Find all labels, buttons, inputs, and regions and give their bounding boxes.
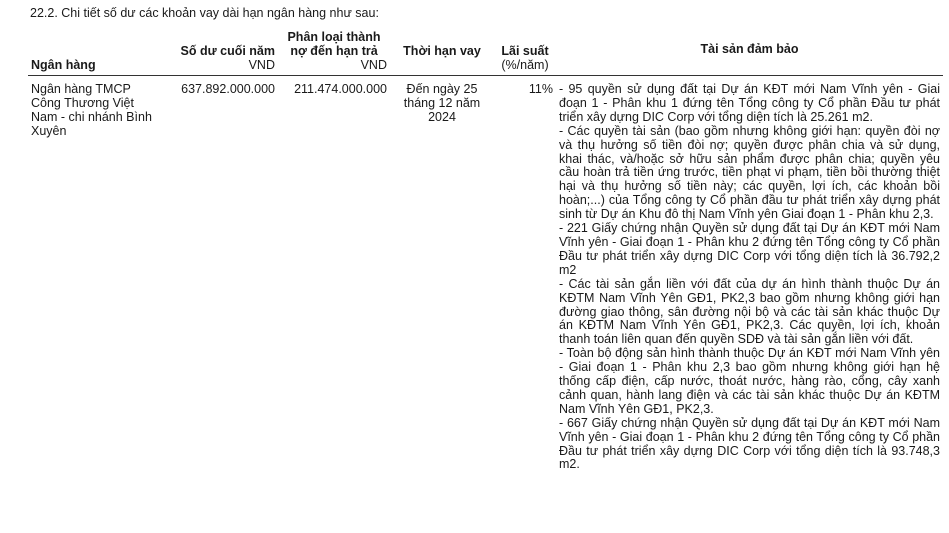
table-header-row (28, 30, 943, 76)
long-term-loan-table (28, 30, 943, 472)
collateral-item: - 221 Giấy chứng nhận Quyền sử dụng đất tại Dự án KĐT mới Nam Vĩnh yên - Giai đoạn 1 - Phân khu 2 đứng tên Tổng công ty Cổ phần Đầu tư phát triển xây dựng DIC Corp với tổng diện tích là 36.792,2 m2 (559, 221, 940, 277)
header-collateral: Tài sản đảm bảo (700, 42, 799, 56)
collateral-item: - Các quyền tài sản (bao gồm nhưng không giới hạn: quyền đòi nợ và thụ hưởng số tiền đòi nợ; quyền được phân chia và sử dụng, khai thác, và/hoặc sở hữu sản phẩm được phân chia; quyền yêu cầu hoàn trả tiền ứng trước, tiền phạt vi phạm, tiền bồi thường thiệt hại và thụ hưởng số tiền này; các quyền, lợi ích, các khoản bồi hoàn;...) của Tổng công ty Cổ phần đầu tư phát triển xây dựng phát sinh từ Dự án Khu đô thị Nam Vĩnh yên Giai đoạn 1 - Phân khu 2,3. (559, 123, 940, 222)
cell-balance: 637.892.000.000 (181, 82, 275, 96)
cell-collateral (556, 76, 943, 473)
cell-bank: Ngân hàng TMCP Công Thương Việt Nam - chi nhánh Bình Xuyên (31, 82, 152, 138)
collateral-item: - Các tài sản gắn liền với đất của dự án hình thành thuộc Dự án KĐTM Nam Vĩnh Yên GĐ1, PK2,3 bao gồm nhưng không giới hạn đường giao thông, sân đường nội bộ và các tài sản khác thuộc Dự án KĐTM Nam Vĩnh Yên GĐ1, PK2,3. Các quyền, lợi ích, khoản thanh toán liên quan đến quyền SDĐ và tài sản gắn liền với đất. (559, 276, 940, 347)
collateral-item: - 95 quyền sử dụng đất tại Dự án KĐT mới Nam Vĩnh yên - Giai đoạn 1 - Phân khu 1 đứng tên Tổng công ty Cổ phần Đầu tư phát triển xây dựng DIC Corp với tổng diện tích là 25.261 m2. (559, 82, 940, 124)
section-heading: 22.2. Chi tiết số dư các khoản vay dài hạn ngân hàng như sau: (30, 6, 379, 20)
header-bank: Ngân hàng (31, 58, 96, 72)
collateral-item: - Toàn bộ động sản hình thành thuộc Dự án KĐT mới Nam Vĩnh yên - Giai đoạn 1 - Phân khu 2,3 bao gồm nhưng không giới hạn hệ thống cấp điện, cấp nước, thoát nước, hàng rào, cổng, cây xanh cảnh quan, hành lang điện và các tài sản khác thuộc Dự án KĐTM Nam Vĩnh Yên GĐ1, PK2,3. (559, 346, 940, 416)
header-current-portion-unit: VND (360, 58, 387, 72)
collateral-item: - 667 Giấy chứng nhận Quyền sử dụng đất tại Dự án KĐT mới Nam Vĩnh yên - Giai đoạn 1 - Phân khu 2 đứng tên Tổng công ty Cổ phần Đầu tư phát triển xây dựng DIC Corp với tổng diện tích là 93.748,3 m2. (559, 415, 940, 472)
header-term: Thời hạn vay (403, 44, 481, 58)
header-current-portion: Phân loại thành nợ đến hạn trả VND (278, 30, 390, 76)
header-rate-unit: (%/năm) (501, 58, 549, 72)
table-row (28, 76, 943, 473)
header-balance-unit: VND (248, 58, 275, 72)
cell-term: Đến ngày 25 tháng 12 năm 2024 (403, 82, 481, 124)
cell-rate: 11% (528, 82, 553, 96)
header-balance: Số dư cuối năm VND (166, 30, 278, 76)
cell-current-portion: 211.474.000.000 (294, 82, 387, 96)
header-rate: Lãi suất (%/năm) (494, 30, 556, 76)
